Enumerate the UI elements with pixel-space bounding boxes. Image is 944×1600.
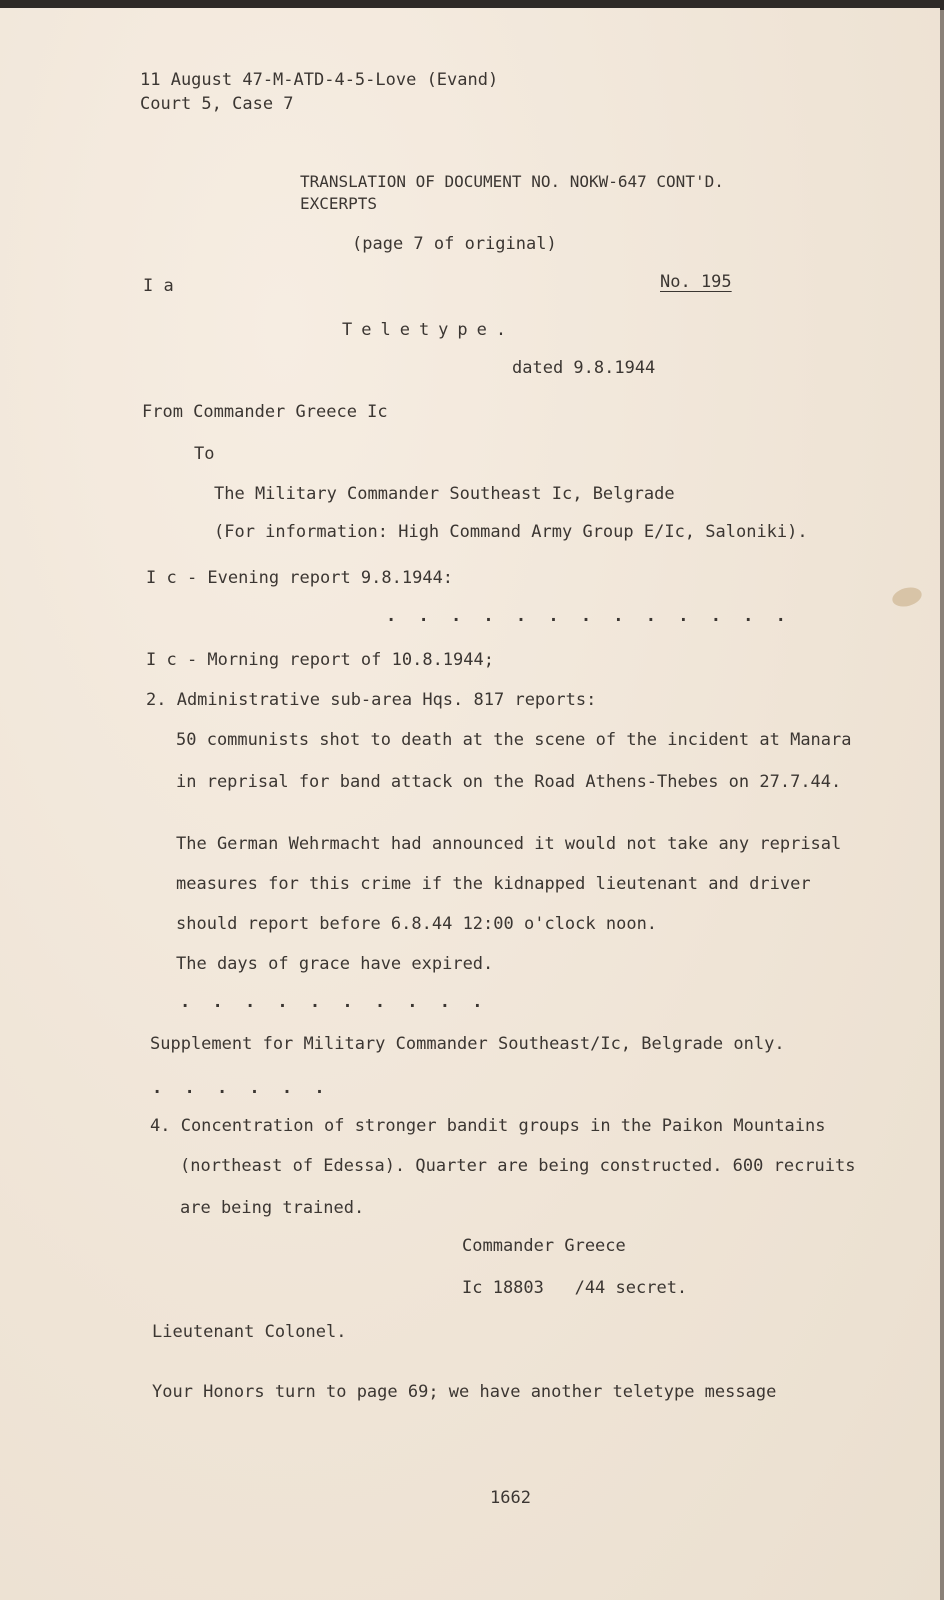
signature-title: Commander Greece xyxy=(462,1236,626,1256)
signature-rank: Lieutenant Colonel. xyxy=(152,1322,347,1342)
header-line-2: Court 5, Case 7 xyxy=(140,94,294,114)
header-line-1: 11 August 47-M-ATD-4-5-Love (Evand) xyxy=(140,70,499,90)
item-4-line-1: 4. Concentration of stronger bandit groups in the Paikon Mountains xyxy=(150,1116,826,1136)
footer-remark: Your Honors turn to page 69; we have another teletype message xyxy=(152,1382,777,1402)
routing-to: To xyxy=(194,444,215,464)
supplement-line: Supplement for Military Commander Southeast/Ic, Belgrade only. xyxy=(150,1034,785,1054)
evening-report: I c - Evening report 9.8.1944: xyxy=(146,568,454,588)
signature-reference: Ic 18803 /44 secret. xyxy=(462,1278,688,1298)
page-reference: (page 7 of original) xyxy=(352,234,557,254)
document-page xyxy=(0,8,940,1600)
document-type: Teletype. xyxy=(342,320,516,340)
item-4-line-2: (northeast of Edessa). Quarter are being constructed. 600 recruits xyxy=(180,1156,856,1176)
item-2-heading: 2. Administrative sub-area Hqs. 817 reports: xyxy=(146,690,597,710)
paragraph-line-2: measures for this crime if the kidnapped lieutenant and driver xyxy=(176,874,811,894)
mark-left: I a xyxy=(143,276,174,296)
ellipsis-row-3: . . . . . . xyxy=(152,1078,331,1098)
morning-report: I c - Morning report of 10.8.1944; xyxy=(146,650,494,670)
item-4-line-3: are being trained. xyxy=(180,1198,365,1218)
item-2-line-2: in reprisal for band attack on the Road Athens-Thebes on 27.7.44. xyxy=(176,772,842,792)
document-date: dated 9.8.1944 xyxy=(512,358,656,378)
paragraph-line-1: The German Wehrmacht had announced it would not take any reprisal xyxy=(176,834,842,854)
paragraph-line-4: The days of grace have expired. xyxy=(176,954,494,974)
title-line-1: TRANSLATION OF DOCUMENT NO. NOKW-647 CONT'D. xyxy=(300,172,724,191)
page-number: 1662 xyxy=(490,1488,531,1508)
item-2-line-1: 50 communists shot to death at the scene of the incident at Manara xyxy=(176,730,852,750)
paper-stain xyxy=(890,584,924,609)
ellipsis-row-1: . . . . . . . . . . . . . xyxy=(386,606,792,626)
routing-recipient: The Military Commander Southeast Ic, Belgrade xyxy=(214,484,675,504)
title-line-2: EXCERPTS xyxy=(300,194,378,213)
routing-from: From Commander Greece Ic xyxy=(142,402,388,422)
routing-info: (For information: High Command Army Group E/Ic, Saloniki). xyxy=(214,522,808,542)
paragraph-line-3: should report before 6.8.44 12:00 o'clock noon. xyxy=(176,914,658,934)
ellipsis-row-2: . . . . . . . . . . xyxy=(180,992,489,1012)
document-number: No. 195 xyxy=(660,272,732,292)
